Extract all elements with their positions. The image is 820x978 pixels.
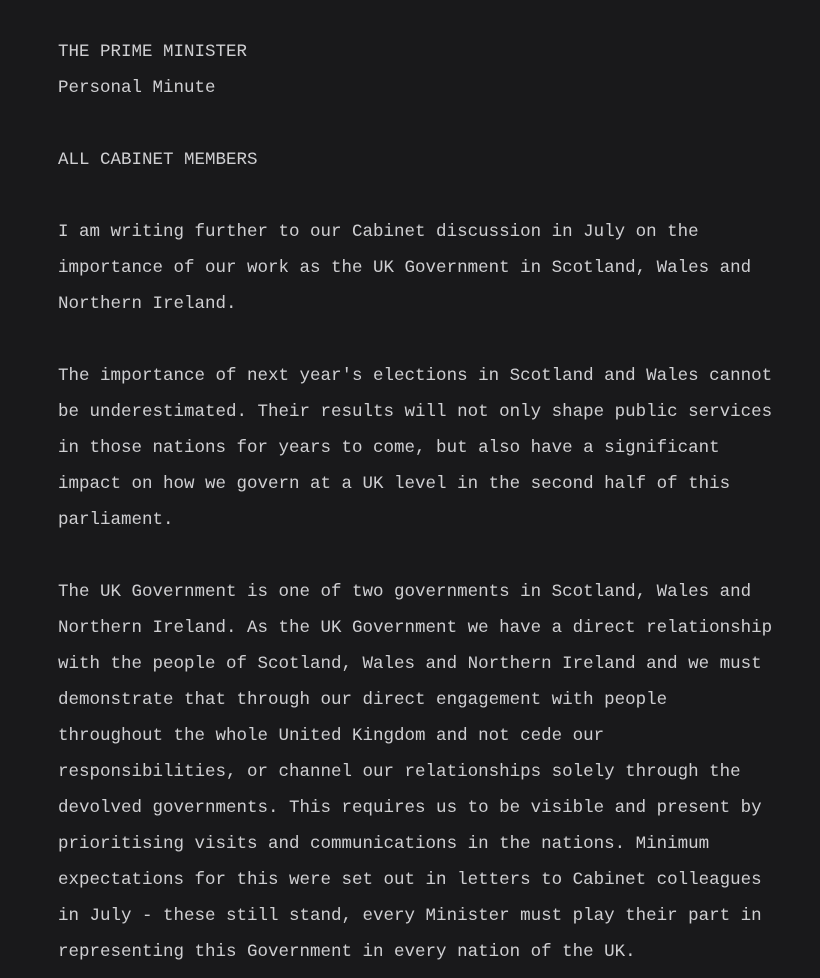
- document-heading: THE PRIME MINISTER: [58, 42, 248, 62]
- paragraph-line: I am writing further to our Cabinet discussion in July on the: [58, 222, 699, 242]
- paragraph-line: impact on how we govern at a UK level in the second half of this: [58, 474, 731, 494]
- paragraph-line: The importance of next year's elections in Scotland and Wales cannot: [58, 366, 773, 386]
- paragraph-line: parliament.: [58, 510, 174, 530]
- paragraph-line: Northern Ireland. As the UK Government we have a direct relationship: [58, 618, 773, 638]
- paragraph-2: [58, 358, 818, 538]
- paragraph-line: Northern Ireland.: [58, 294, 237, 314]
- spacer: [58, 178, 818, 214]
- paragraph-line: importance of our work as the UK Government in Scotland, Wales and: [58, 258, 752, 278]
- paragraph-line: throughout the whole United Kingdom and not cede our: [58, 726, 605, 746]
- spacer: [58, 322, 818, 358]
- paragraph-1: [58, 214, 818, 322]
- paragraph-line: with the people of Scotland, Wales and Northern Ireland and we must: [58, 654, 762, 674]
- spacer: [58, 538, 818, 574]
- spacer: [58, 106, 818, 142]
- paragraph-line: devolved governments. This requires us to be visible and present by: [58, 798, 762, 818]
- paragraph-3: [58, 574, 818, 970]
- paragraph-line: in those nations for years to come, but also have a significant: [58, 438, 720, 458]
- paragraph-line: be underestimated. Their results will not only shape public services: [58, 402, 773, 422]
- paragraph-line: prioritising visits and communications in the nations. Minimum: [58, 834, 710, 854]
- paragraph-line: responsibilities, or channel our relationships solely through the: [58, 762, 741, 782]
- recipient-line: ALL CABINET MEMBERS: [58, 150, 258, 170]
- document-body: [58, 34, 818, 970]
- paragraph-line: representing this Government in every nation of the UK.: [58, 942, 636, 962]
- paragraph-line: expectations for this were set out in letters to Cabinet colleagues: [58, 870, 762, 890]
- paragraph-line: demonstrate that through our direct engagement with people: [58, 690, 668, 710]
- paragraph-line: The UK Government is one of two governments in Scotland, Wales and: [58, 582, 752, 602]
- paragraph-line: in July - these still stand, every Minister must play their part in: [58, 906, 762, 926]
- document-subheading: Personal Minute: [58, 78, 216, 98]
